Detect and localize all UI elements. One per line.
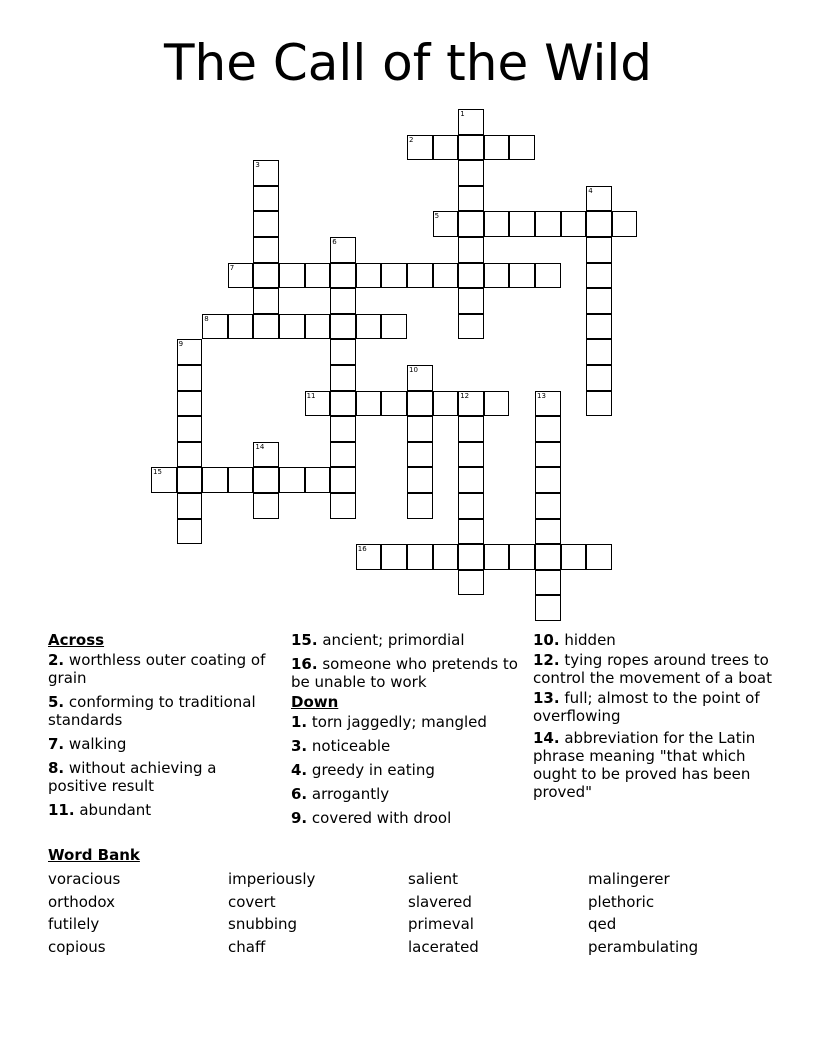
- clue-across-11: 11. abundant: [48, 801, 152, 819]
- grid-cell: [484, 391, 510, 417]
- grid-cell: [177, 365, 203, 391]
- grid-cell: [509, 544, 535, 570]
- grid-cell: [458, 570, 484, 596]
- grid-cell-number: 15: [153, 468, 162, 477]
- clue-down-12: 12. tying ropes around trees to control the movement of a boat: [533, 651, 772, 687]
- grid-cell: [586, 237, 612, 263]
- grid-cell-number: 11: [306, 391, 316, 400]
- grid-cell: [612, 211, 638, 237]
- grid-cell: [484, 211, 510, 237]
- clue-down-3: 3. noticeable: [291, 737, 391, 755]
- grid-cell: [356, 263, 382, 289]
- grid-cell: [458, 416, 484, 442]
- grid-cell: [228, 314, 254, 340]
- grid-cell: [356, 314, 382, 340]
- grid-cell: [586, 314, 612, 340]
- grid-cell: [177, 442, 203, 468]
- grid-cell: [509, 211, 535, 237]
- grid-cell: [458, 391, 484, 417]
- grid-cell: [535, 467, 561, 493]
- clues-column-2: [291, 631, 521, 833]
- clue-across-8: 8. without achieving a positive result: [48, 759, 217, 795]
- grid-cell: [586, 211, 612, 237]
- grid-cell: [484, 263, 510, 289]
- grid-cell: [433, 263, 459, 289]
- page-title: The Call of the Wild: [163, 34, 652, 92]
- grid-cell: [330, 288, 356, 314]
- clue-across-2: 2. worthless outer coating of grain: [48, 651, 266, 687]
- grid-cell: [305, 391, 331, 417]
- grid-cell: [407, 135, 433, 161]
- grid-cell: [279, 263, 305, 289]
- word-bank-column-3: [408, 868, 479, 958]
- grid-cell: [407, 493, 433, 519]
- grid-cell: [253, 237, 279, 263]
- grid-cell: [535, 416, 561, 442]
- grid-cell: [381, 544, 407, 570]
- clue-across-15: 15. ancient; primordial: [291, 631, 465, 649]
- grid-cell: [458, 109, 484, 135]
- grid-cell: [381, 314, 407, 340]
- grid-cell-number: 3: [255, 161, 260, 170]
- word-bank-item: covert: [228, 892, 276, 911]
- grid-cell: [407, 416, 433, 442]
- clue-down-14: 14. abbreviation for the Latin phrase meaning "that which ought to be proved has been proved": [533, 729, 756, 801]
- grid-cell: [458, 288, 484, 314]
- grid-cell: [356, 391, 382, 417]
- grid-cell: [407, 365, 433, 391]
- grid-cell: [433, 211, 459, 237]
- grid-cell: [586, 544, 612, 570]
- grid-cell: [535, 442, 561, 468]
- word-bank-item: qed: [588, 915, 617, 933]
- grid-cell-number: 16: [357, 545, 367, 554]
- clue-down-13: 13. full; almost to the point of overflowing: [533, 689, 760, 725]
- clues-column-1: [48, 631, 278, 825]
- grid-cell: [177, 519, 203, 545]
- grid-cell: [509, 263, 535, 289]
- grid-cell-number: 13: [537, 391, 546, 400]
- clue-down-6: 6. arrogantly: [291, 785, 390, 803]
- grid-cell: [177, 391, 203, 417]
- word-bank-item: plethoric: [588, 892, 655, 911]
- grid-cell: [535, 211, 561, 237]
- grid-cell: [381, 263, 407, 289]
- grid-cell: [305, 467, 331, 493]
- grid-cell: [586, 365, 612, 391]
- grid-cell: [330, 263, 356, 289]
- grid-cell: [458, 519, 484, 545]
- grid-cell: [484, 544, 510, 570]
- clue-across-5: 5. conforming to traditional standards: [48, 693, 256, 729]
- grid-cell: [407, 544, 433, 570]
- word-bank-column-4: [588, 868, 698, 958]
- word-bank-item: voracious: [48, 870, 121, 888]
- grid-cell: [177, 493, 203, 519]
- grid-cell: [586, 391, 612, 417]
- grid-cell-number: 8: [204, 314, 209, 323]
- grid-cell-number: 9: [178, 340, 184, 349]
- grid-cell: [305, 314, 331, 340]
- clues-column-3: [533, 631, 773, 807]
- grid-cell-number: 2: [409, 135, 414, 144]
- grid-cell: [253, 467, 279, 493]
- grid-cell: [458, 186, 484, 212]
- grid-cell: [586, 339, 612, 365]
- grid-cell: [253, 186, 279, 212]
- grid-cell: [586, 288, 612, 314]
- grid-cell: [177, 416, 203, 442]
- grid-cell-number: 5: [434, 212, 440, 221]
- grid-cell-number: 4: [588, 186, 593, 195]
- clue-down-1: 1. torn jaggedly; mangled: [291, 713, 487, 731]
- grid-cell: [586, 263, 612, 289]
- word-bank-item: chaff: [228, 937, 266, 956]
- grid-cell-number: 6: [332, 238, 337, 246]
- grid-cell-number: 1: [460, 110, 465, 118]
- grid-cell: [433, 391, 459, 417]
- word-bank-item: primeval: [408, 915, 474, 933]
- grid-cell: [458, 314, 484, 340]
- grid-cell: [407, 467, 433, 493]
- grid-cell: [535, 493, 561, 519]
- grid-cell: [177, 467, 203, 493]
- grid-cell-number: 7: [229, 263, 235, 272]
- word-bank-item: lacerated: [408, 937, 479, 956]
- grid-cell: [586, 186, 612, 212]
- clue-across-7: 7. walking: [48, 735, 127, 753]
- grid-cell: [253, 288, 279, 314]
- grid-cell: [458, 160, 484, 186]
- grid-cell: [151, 467, 177, 493]
- grid-cell: [561, 544, 587, 570]
- grid-cell: [535, 570, 561, 596]
- grid-cell: [228, 467, 254, 493]
- clue-across-16: 16. someone who pretends to be unable to work: [291, 655, 518, 691]
- grid-cell: [330, 365, 356, 391]
- word-bank-item: salient: [408, 870, 458, 888]
- grid-cell: [330, 339, 356, 365]
- clue-down-10: 10. hidden: [533, 631, 616, 649]
- grid-cell: [458, 493, 484, 519]
- word-bank-item: slavered: [408, 892, 472, 911]
- grid-cell: [330, 237, 356, 263]
- grid-cell: [458, 442, 484, 468]
- word-bank-item: orthodox: [48, 892, 116, 911]
- word-bank-column-2: [228, 868, 315, 958]
- grid-cell: [330, 467, 356, 493]
- grid-cell: [177, 339, 203, 365]
- grid-cell: [535, 595, 561, 621]
- grid-cell: [202, 467, 228, 493]
- word-bank-item: snubbing: [228, 915, 298, 933]
- grid-cell: [253, 314, 279, 340]
- word-bank-heading: Word Bank: [48, 846, 140, 864]
- grid-cell: [356, 544, 382, 570]
- grid-cell: [535, 519, 561, 545]
- grid-cell: [279, 467, 305, 493]
- grid-cell: [202, 314, 228, 340]
- word-bank-item: perambulating: [588, 937, 699, 956]
- grid-cell: [407, 442, 433, 468]
- grid-cell: [381, 391, 407, 417]
- grid-cell: [458, 237, 484, 263]
- grid-cell: [458, 263, 484, 289]
- grid-cell: [253, 211, 279, 237]
- grid-cell: [535, 544, 561, 570]
- across-heading: Across: [48, 631, 105, 649]
- grid-cell: [458, 544, 484, 570]
- grid-cell: [330, 442, 356, 468]
- word-bank-item: futilely: [48, 915, 100, 933]
- grid-cell: [509, 135, 535, 161]
- grid-cell: [407, 263, 433, 289]
- grid-cell: [458, 467, 484, 493]
- grid-cell: [253, 442, 279, 468]
- grid-cell: [330, 416, 356, 442]
- word-bank-column-1: [48, 868, 120, 958]
- word-bank-item: copious: [48, 937, 106, 956]
- grid-cell: [279, 314, 305, 340]
- grid-cell: [253, 493, 279, 519]
- grid-cell: [407, 391, 433, 417]
- word-bank-item: malingerer: [588, 870, 670, 888]
- grid-cell: [535, 391, 561, 417]
- grid-cell: [330, 314, 356, 340]
- grid-cell: [458, 211, 484, 237]
- grid-cell: [484, 135, 510, 161]
- grid-cell-number: 12: [460, 391, 470, 400]
- down-heading: Down: [291, 693, 339, 711]
- grid-cell: [433, 544, 459, 570]
- grid-cell: [228, 263, 254, 289]
- grid-cell-number: 14: [255, 442, 265, 451]
- clue-down-4: 4. greedy in eating: [291, 761, 435, 779]
- grid-cell: [458, 135, 484, 161]
- grid-cell: [535, 263, 561, 289]
- grid-cell: [253, 160, 279, 186]
- grid-cell: [330, 391, 356, 417]
- grid-cell: [433, 135, 459, 161]
- grid-cell: [330, 493, 356, 519]
- grid-cell: [561, 211, 587, 237]
- grid-cell: [305, 263, 331, 289]
- grid-cell: [253, 263, 279, 289]
- grid-cell-number: 10: [409, 366, 418, 374]
- word-bank-item: imperiously: [228, 870, 316, 888]
- clue-down-9: 9. covered with drool: [291, 809, 452, 827]
